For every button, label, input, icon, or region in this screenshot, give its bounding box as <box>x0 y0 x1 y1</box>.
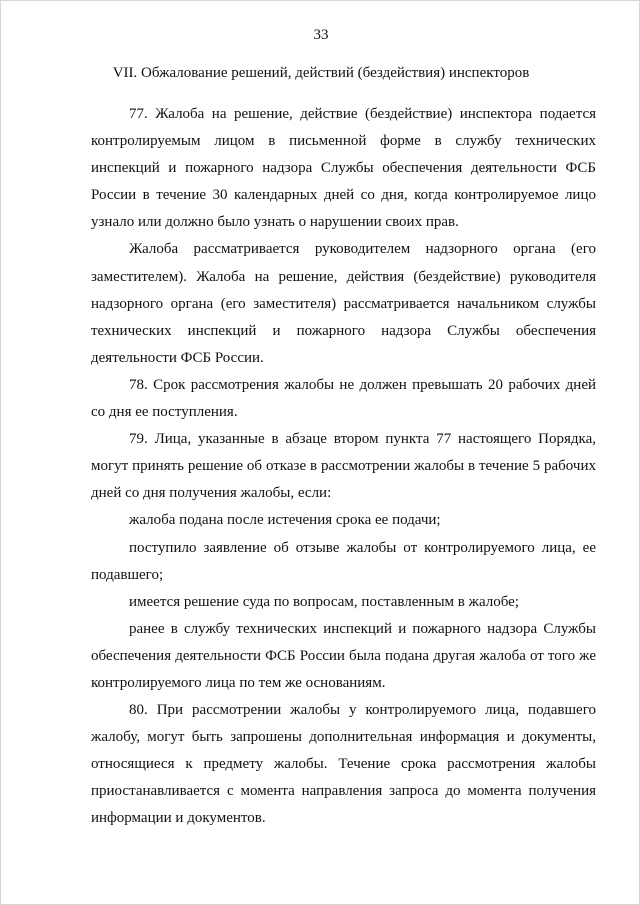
paragraph-77-complaint-review: Жалоба рассматривается руководителем надзорного органа (его заместителем). Жалоба на решение, действия (бездействие) руководителя надзорного органа (его заместителя) рассматривается начальником службы технических инспекций и пожарного надзора Службы обеспечения деятельности ФСБ России. <box>91 241 596 366</box>
paragraph-79-condition-1: жалоба подана после истечения срока ее подачи; <box>129 512 441 529</box>
paragraph-79: 79. Лица, указанные в абзаце втором пункта 77 настоящего Порядка, могут принять решение об отказе в рассмотрении жалобы в течение 5 рабочих дней со дня получения жалобы, если: <box>91 431 596 502</box>
paragraph-79-condition-3: имеется решение суда по вопросам, поставленным в жалобе; <box>129 593 519 610</box>
paragraph-77: 77. Жалоба на решение, действие (бездействие) инспектора подается контролируемым лицом в письменной форме в службу технических инспекций и пожарного надзора Службы обеспечения деятельности ФСБ России в течение 30 календарных дней со дня, когда контролируемое лицо узнало или должно было узнать о нарушении своих прав. <box>91 106 596 231</box>
paragraph-80: 80. При рассмотрении жалобы у контролируемого лица, подавшего жалобу, могут быть запрошены дополнительная информация и документы, относящиеся к предмету жалобы. Течение срока рассмотрения жалобы приостанавливается с момента направления запроса до момента получения информации и документов. <box>91 702 596 827</box>
section-title: VII. Обжалование решений, действий (бездействия) инспекторов <box>112 65 530 81</box>
document-body <box>91 101 596 833</box>
paragraph-78: 78. Срок рассмотрения жалобы не должен превышать 20 рабочих дней со дня ее поступления. <box>91 376 596 421</box>
paragraph-79-condition-2: поступило заявление об отзыве жалобы от контролируемого лица, ее подавшего; <box>91 539 596 583</box>
page-number: 33 <box>313 27 329 43</box>
paragraph-79-condition-4: ранее в службу технических инспекций и пожарного надзора Службы обеспечения деятельности ФСБ России была подана другая жалоба от того же контролируемого лица по тем же основаниям. <box>91 620 596 691</box>
